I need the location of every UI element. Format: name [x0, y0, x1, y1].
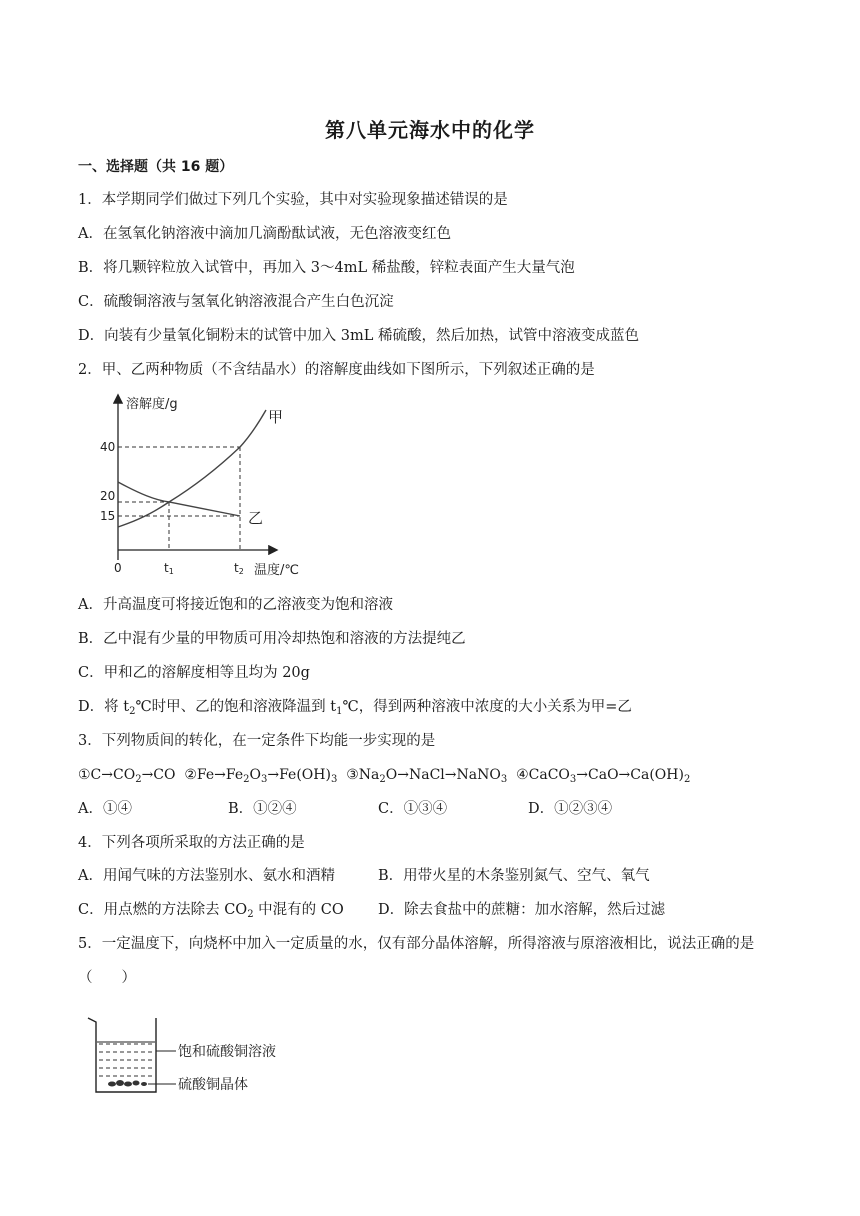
tick-origin: 0: [114, 561, 122, 575]
q5-stem: 5．一定温度下，向烧杯中加入一定质量的水，仅有部分晶体溶解，所得溶液与原溶液相比，说法正确的是: [78, 936, 755, 952]
q1-option-b: B．将几颗锌粒放入试管中，再加入 3～4mL 稀盐酸，锌粒表面产生大量气泡: [78, 260, 575, 276]
section-heading: 一、选择题（共 16 题）: [78, 159, 234, 175]
solution-lines: [99, 1044, 153, 1076]
q2-option-d: D．将 $t_2℃$时甲、乙的饱和溶液降温到 $t_1℃$，得到两种溶液中浓度的大小关系为甲=乙: [78, 699, 632, 717]
q3-reactions: $①C\to CO_2\to CO$ $②Fe\to Fe_2O_3\to Fe(OH)_3$ $③Na_2O\to NaCl\to NaNO_3$ $④CaCO_3\to CaO\to Ca(OH)_2$: [78, 767, 691, 785]
q3-option-a: A．①④: [78, 801, 132, 817]
series-label-yi: 乙: [248, 509, 264, 527]
q4-option-b: B．用带火星的木条鉴别氮气、空气、氧气: [378, 868, 650, 884]
q4-option-a: A．用闻气味的方法鉴别水、氨水和酒精: [78, 868, 335, 884]
q1-stem: 1．本学期同学们做过下列几个实验，其中对实验现象描述错误的是: [78, 192, 508, 208]
q1-option-d: D．向装有少量氧化铜粉末的试管中加入 3mL 稀硫酸，然后加热，试管中溶液变成蓝色: [78, 328, 639, 344]
series-label-jia: 甲: [268, 408, 284, 426]
q2-option-b: B．乙中混有少量的甲物质可用冷却热饱和溶液的方法提纯乙: [78, 631, 466, 647]
curve-jia: [118, 410, 266, 527]
tick-y20: 20: [100, 489, 116, 503]
tick-y15: 15: [100, 509, 116, 523]
solubility-chart: [100, 390, 320, 580]
q3-option-d: D．①②③④: [528, 801, 613, 817]
q1-option-c: C．硫酸铜溶液与氢氧化钠溶液混合产生白色沉淀: [78, 294, 394, 310]
tick-y40: 40: [100, 440, 116, 454]
crystals: [108, 1080, 147, 1087]
tick-t1: t1: [164, 561, 174, 576]
q2-stem: 2．甲、乙两种物质（不含结晶水）的溶解度曲线如下图所示，下列叙述正确的是: [78, 362, 595, 378]
label-crystal: 硫酸铜晶体: [178, 1077, 248, 1093]
curve-yi: [118, 482, 240, 516]
q2-option-a: A．升高温度可将接近饱和的乙溶液变为饱和溶液: [78, 597, 393, 613]
q4-option-c: C．用点燃的方法除去 $CO_2$ 中混有的 CO: [78, 902, 344, 920]
page-title: 第八单元海水中的化学: [325, 118, 535, 142]
ylabel: 溶解度/g: [126, 397, 178, 412]
beaker-diagram: [86, 1014, 316, 1098]
q3-stem: 3．下列物质间的转化，在一定条件下均能一步实现的是: [78, 733, 436, 749]
q2-option-c: C．甲和乙的溶解度相等且均为 20g: [78, 665, 310, 681]
q3-option-c: C．①③④: [378, 801, 448, 817]
q1-option-a: A．在氢氧化钠溶液中滴加几滴酚酞试液，无色溶液变红色: [78, 226, 451, 242]
xlabel: 温度/℃: [254, 563, 299, 578]
q4-stem: 4．下列各项所采取的方法正确的是: [78, 835, 305, 851]
q3-option-b: B．①②④: [228, 801, 297, 817]
q5-paren: （ ）: [78, 970, 136, 986]
label-solution: 饱和硫酸铜溶液: [178, 1044, 276, 1060]
q4-option-d: D．除去食盐中的蔗糖：加水溶解，然后过滤: [378, 902, 666, 918]
tick-t2: t2: [234, 561, 244, 576]
